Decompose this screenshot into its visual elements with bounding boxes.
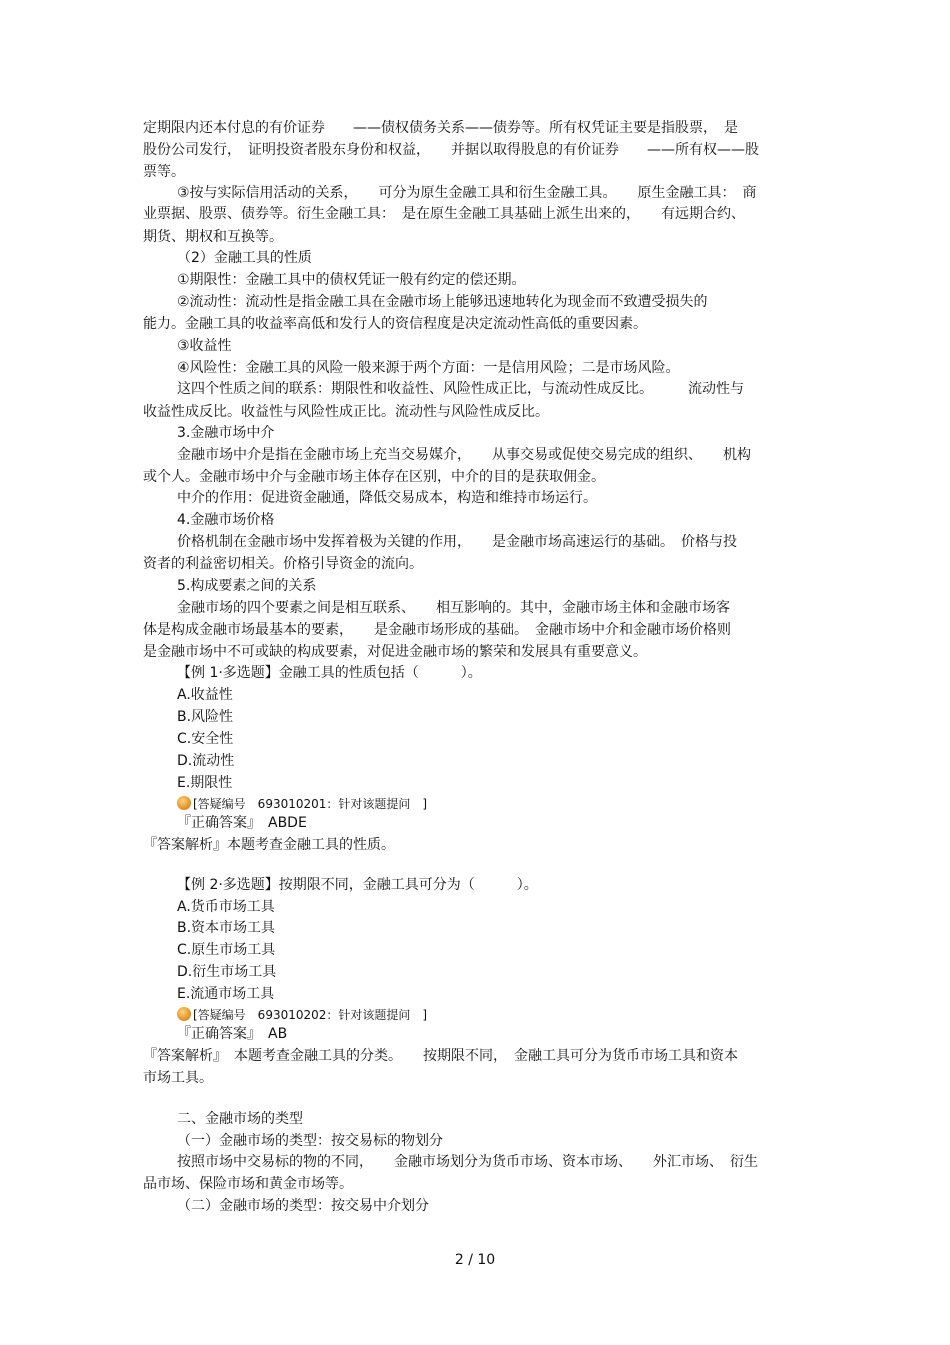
text-line: ①期限性：金融工具中的债权凭证一般有约定的偿还期。: [177, 272, 526, 288]
subsection-heading: （二）金融市场的类型：按交易中介划分: [177, 1198, 429, 1214]
text-line: 是金融市场中不可或缺的构成要素，对促进金融市场的繁荣和发展具有重要意义。: [143, 644, 647, 660]
answer-analysis: 『答案解析』本题考查金融工具的性质。: [143, 837, 395, 853]
text-line: 体是构成金融市场最基本的要素， 是金融市场形成的基础。 金融市场中介和金融市场价格则: [143, 622, 731, 638]
page-indicator: [0, 1252, 950, 1268]
section-heading: 3.金融市场中介: [177, 425, 275, 441]
text-line: 股份公司发行， 证明投资者股东身份和权益， 并据以取得股息的有价证券 ——所有权——股: [143, 142, 759, 158]
text-line: 收益性成反比。收益性与风险性成正比。流动性与风险性成反比。: [143, 404, 549, 420]
option-e: E.流通市场工具: [177, 986, 275, 1002]
section-heading: 5.构成要素之间的关系: [177, 578, 317, 594]
text-line: 金融市场中介是指在金融市场上充当交易媒介， 从事交易或促使交易完成的组织、 机构: [177, 447, 751, 463]
correct-answer: 『正确答案』 AB: [177, 1026, 288, 1042]
option-c: C.原生市场工具: [177, 942, 276, 958]
question-title: 【例 2·多选题】按期限不同，金融工具可分为（ ）。: [177, 877, 538, 893]
text-line: 业票据、股票、债券等。衍生金融工具： 是在原生金融工具基础上派生出来的， 有远期合约、: [143, 206, 745, 222]
option-d: D.流动性: [177, 753, 235, 769]
option-e: E.期限性: [177, 775, 233, 791]
subsection-heading: （一）金融市场的类型：按交易标的物划分: [177, 1133, 443, 1149]
text-line: 票等。: [143, 164, 185, 180]
ask-label: [答疑编号 693010202：针对该题提问 ]: [193, 1008, 428, 1022]
question-icon: [177, 1007, 191, 1021]
question-title: 【例 1·多选题】金融工具的性质包括（ ）。: [177, 665, 482, 681]
text-line: 或个人。金融市场中介与金融市场主体存在区别，中介的目的是获取佣金。: [143, 469, 605, 485]
section-heading: 二、金融市场的类型: [177, 1111, 303, 1127]
text-line: 中介的作用：促进资金融通，降低交易成本，构造和维持市场运行。: [177, 490, 597, 506]
text-line: ③收益性: [177, 338, 232, 354]
text-line: 金融市场的四个要素之间是相互联系、 相互影响的。其中，金融市场主体和金融市场客: [177, 600, 730, 616]
question-icon: [177, 796, 191, 810]
text-line: 定期限内还本付息的有价证券 ——债权债务关系——债券等。所有权凭证主要是指股票， 是: [143, 120, 738, 136]
option-a: A.货币市场工具: [177, 899, 275, 915]
page-separator: /: [468, 1252, 473, 1268]
question-ask-link[interactable]: [177, 795, 808, 813]
text-line: 这四个性质之间的联系：期限性和收益性、风险性成正比，与流动性成反比。 流动性与: [177, 381, 744, 397]
text-line: 期货、期权和互换等。: [143, 229, 283, 245]
option-c: C.安全性: [177, 731, 234, 747]
section-heading: 4.金融市场价格: [177, 512, 275, 528]
ask-label: [答疑编号 693010201：针对该题提问 ]: [193, 797, 428, 811]
text-line: 价格机制在金融市场中发挥着极为关键的作用， 是金融市场高速运行的基础。 价格与投: [177, 534, 737, 550]
correct-answer: 『正确答案』 ABDE: [177, 815, 307, 831]
text-line: 品市场、保险市场和黄金市场等。: [143, 1176, 353, 1192]
option-b: B.资本市场工具: [177, 920, 276, 936]
option-a: A.收益性: [177, 687, 233, 703]
answer-analysis: 『答案解析』 本题考查金融工具的分类。 按期限不同， 金融工具可分为货币市场工具和资本: [143, 1048, 738, 1064]
text-line: 能力。金融工具的收益率高低和发行人的资信程度是决定流动性高低的重要因素。: [143, 316, 647, 332]
text-line: ③按与实际信用活动的关系， 可分为原生金融工具和衍生金融工具。 原生金融工具： 商: [177, 185, 757, 201]
option-d: D.衍生市场工具: [177, 964, 277, 980]
section-heading: （2）金融工具的性质: [177, 250, 312, 266]
current-page: 2: [454, 1252, 464, 1268]
text-line: 按照市场中交易标的物的不同， 金融市场划分为货币市场、资本市场、 外汇市场、 衍生: [177, 1154, 758, 1170]
option-b: B.风险性: [177, 709, 234, 725]
question-ask-link[interactable]: [177, 1006, 808, 1024]
text-line: 市场工具。: [143, 1070, 213, 1086]
text-line: ②流动性：流动性是指金融工具在金融市场上能够迅速地转化为现金而不致遭受损失的: [177, 294, 708, 310]
text-line: ④风险性：金融工具的风险一般来源于两个方面：一是信用风险；二是市场风险。: [177, 360, 680, 376]
text-line: 资者的利益密切相关。价格引导资金的流向。: [143, 556, 423, 572]
total-pages: 10: [477, 1252, 496, 1268]
